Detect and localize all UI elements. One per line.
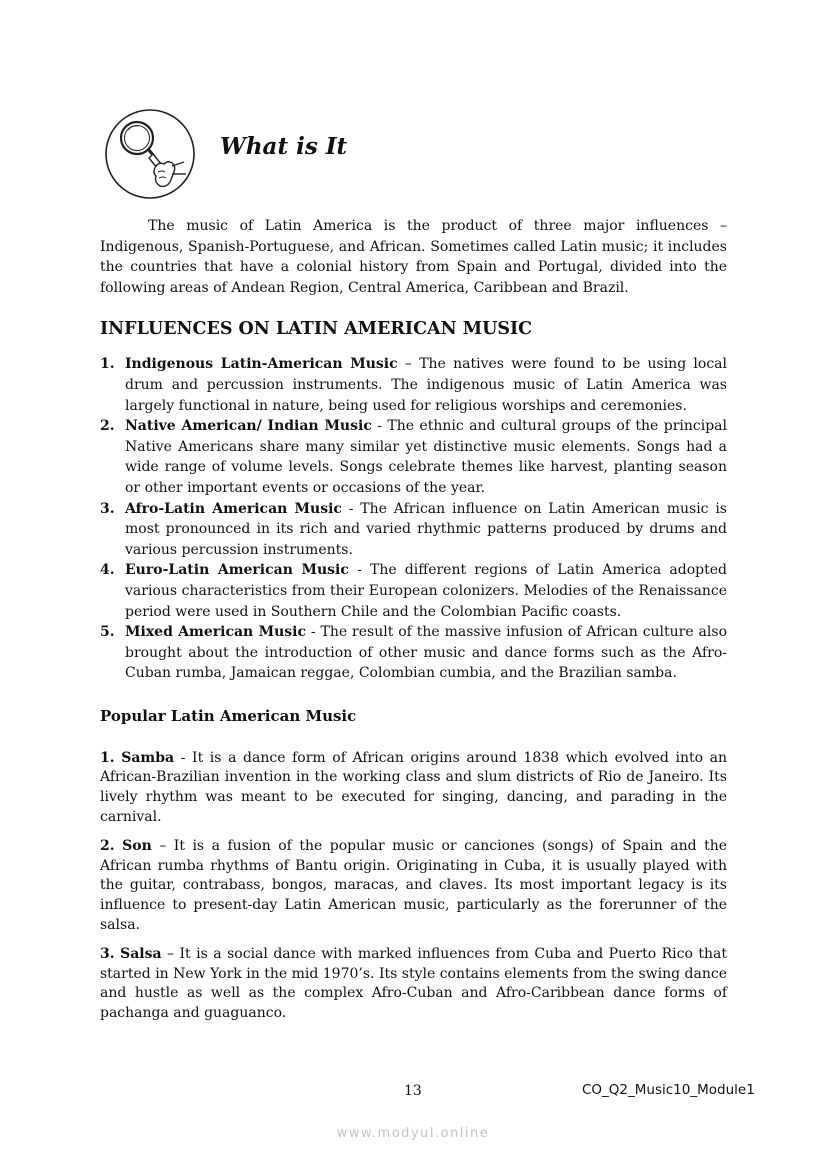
item-term: Euro-Latin American Music xyxy=(125,562,349,579)
item-text: - The African influence on Latin American music is most pronounced in its rich and varied rhythmic patterns produced by drums and various percussion instruments. xyxy=(125,500,727,558)
popular-heading: Popular Latin American Music xyxy=(100,706,357,725)
section-title: What is It xyxy=(220,133,348,160)
watermark: www.modyul.online xyxy=(336,1126,490,1141)
item-term: Son xyxy=(122,838,152,855)
item-term: Samba xyxy=(121,749,175,766)
influence-item xyxy=(100,622,727,684)
influences-list xyxy=(100,354,727,684)
magnifying-glass-hand-icon xyxy=(104,108,196,200)
item-number: 3. xyxy=(100,500,115,517)
item-text: – The natives were found to be using local drum and percussion instruments. The indigenous music of Latin America was largely functional in nature, being used for religious worships and ceremonies. xyxy=(125,356,728,414)
item-term: Salsa xyxy=(120,946,162,963)
influence-item xyxy=(100,560,727,622)
page-number: 13 xyxy=(404,1083,422,1099)
influence-item xyxy=(100,354,727,416)
item-text: – It is a fusion of the popular music or canciones (songs) of Spain and the African rumba rhythms of Bantu origin. Originating in Cuba, it is usually played with the guitar, contrabass, bongos, maracas, and claves. Its most important legacy is its influence to present-day Latin American music, particularly as the forerunner of the salsa. xyxy=(100,838,727,933)
item-term: Afro-Latin American Music xyxy=(125,500,342,517)
item-term: Native American/ Indian Music xyxy=(125,418,372,435)
item-number: 4. xyxy=(100,562,115,579)
item-text: - The result of the massive infusion of African culture also brought about the introduction of other music and dance forms such as the Afro-Cuban rumba, Jamaican reggae, Colombian cumbia, and the Brazilian samba. xyxy=(125,624,727,682)
item-number: 2. xyxy=(100,838,115,855)
popular-item xyxy=(100,837,727,935)
item-text: - The ethnic and cultural groups of the principal Native Americans share many similar yet distinctive music elements. Songs had a wide range of volume levels. Songs celebrate themes like harvest, planting season or other important events or occasions of the year. xyxy=(125,418,727,496)
item-number: 2. xyxy=(100,418,115,435)
intro-paragraph: The music of Latin America is the product of three major influences – Indigenous, Spanish-Portuguese, and African. Sometimes called Latin music; it includes the countries that have a colonial history from Spain and Portugal, divided into the following areas of Andean Region, Central America, Caribbean and Brazil. xyxy=(100,218,727,296)
popular-item xyxy=(100,945,727,1023)
main-content xyxy=(100,216,727,1034)
item-term: Indigenous Latin-American Music xyxy=(125,356,398,373)
influences-heading: INFLUENCES ON LATIN AMERICAN MUSIC xyxy=(100,319,533,340)
module-code: CO_Q2_Music10_Module1 xyxy=(582,1082,755,1098)
popular-item xyxy=(100,749,727,827)
item-text: - It is a dance form of African origins around 1838 which evolved into an African-Brazilian invention in the working class and slum districts of Rio de Janeiro. Its lively rhythm was meant to be executed for singing, dancing, and parading in the carnival. xyxy=(100,749,727,825)
item-text: - The different regions of Latin America adopted various characteristics from their European colonizers. Melodies of the Renaissance period were used in Southern Chile and the Colombian Pacific coasts. xyxy=(125,562,727,620)
item-text: – It is a social dance with marked influences from Cuba and Puerto Rico that started in New York in the mid 1970’s. Its style contains elements from the swing dance and hustle as well as the complex Afro-Cuban and Afro-Caribbean dance forms of pachanga and guaguanco. xyxy=(100,946,728,1021)
item-number: 1. xyxy=(100,749,115,766)
item-number: 1. xyxy=(100,356,115,373)
item-number: 5. xyxy=(100,624,115,641)
item-number: 3. xyxy=(100,946,115,963)
influence-item xyxy=(100,499,727,561)
influence-item xyxy=(100,416,727,498)
item-term: Mixed American Music xyxy=(125,624,306,641)
